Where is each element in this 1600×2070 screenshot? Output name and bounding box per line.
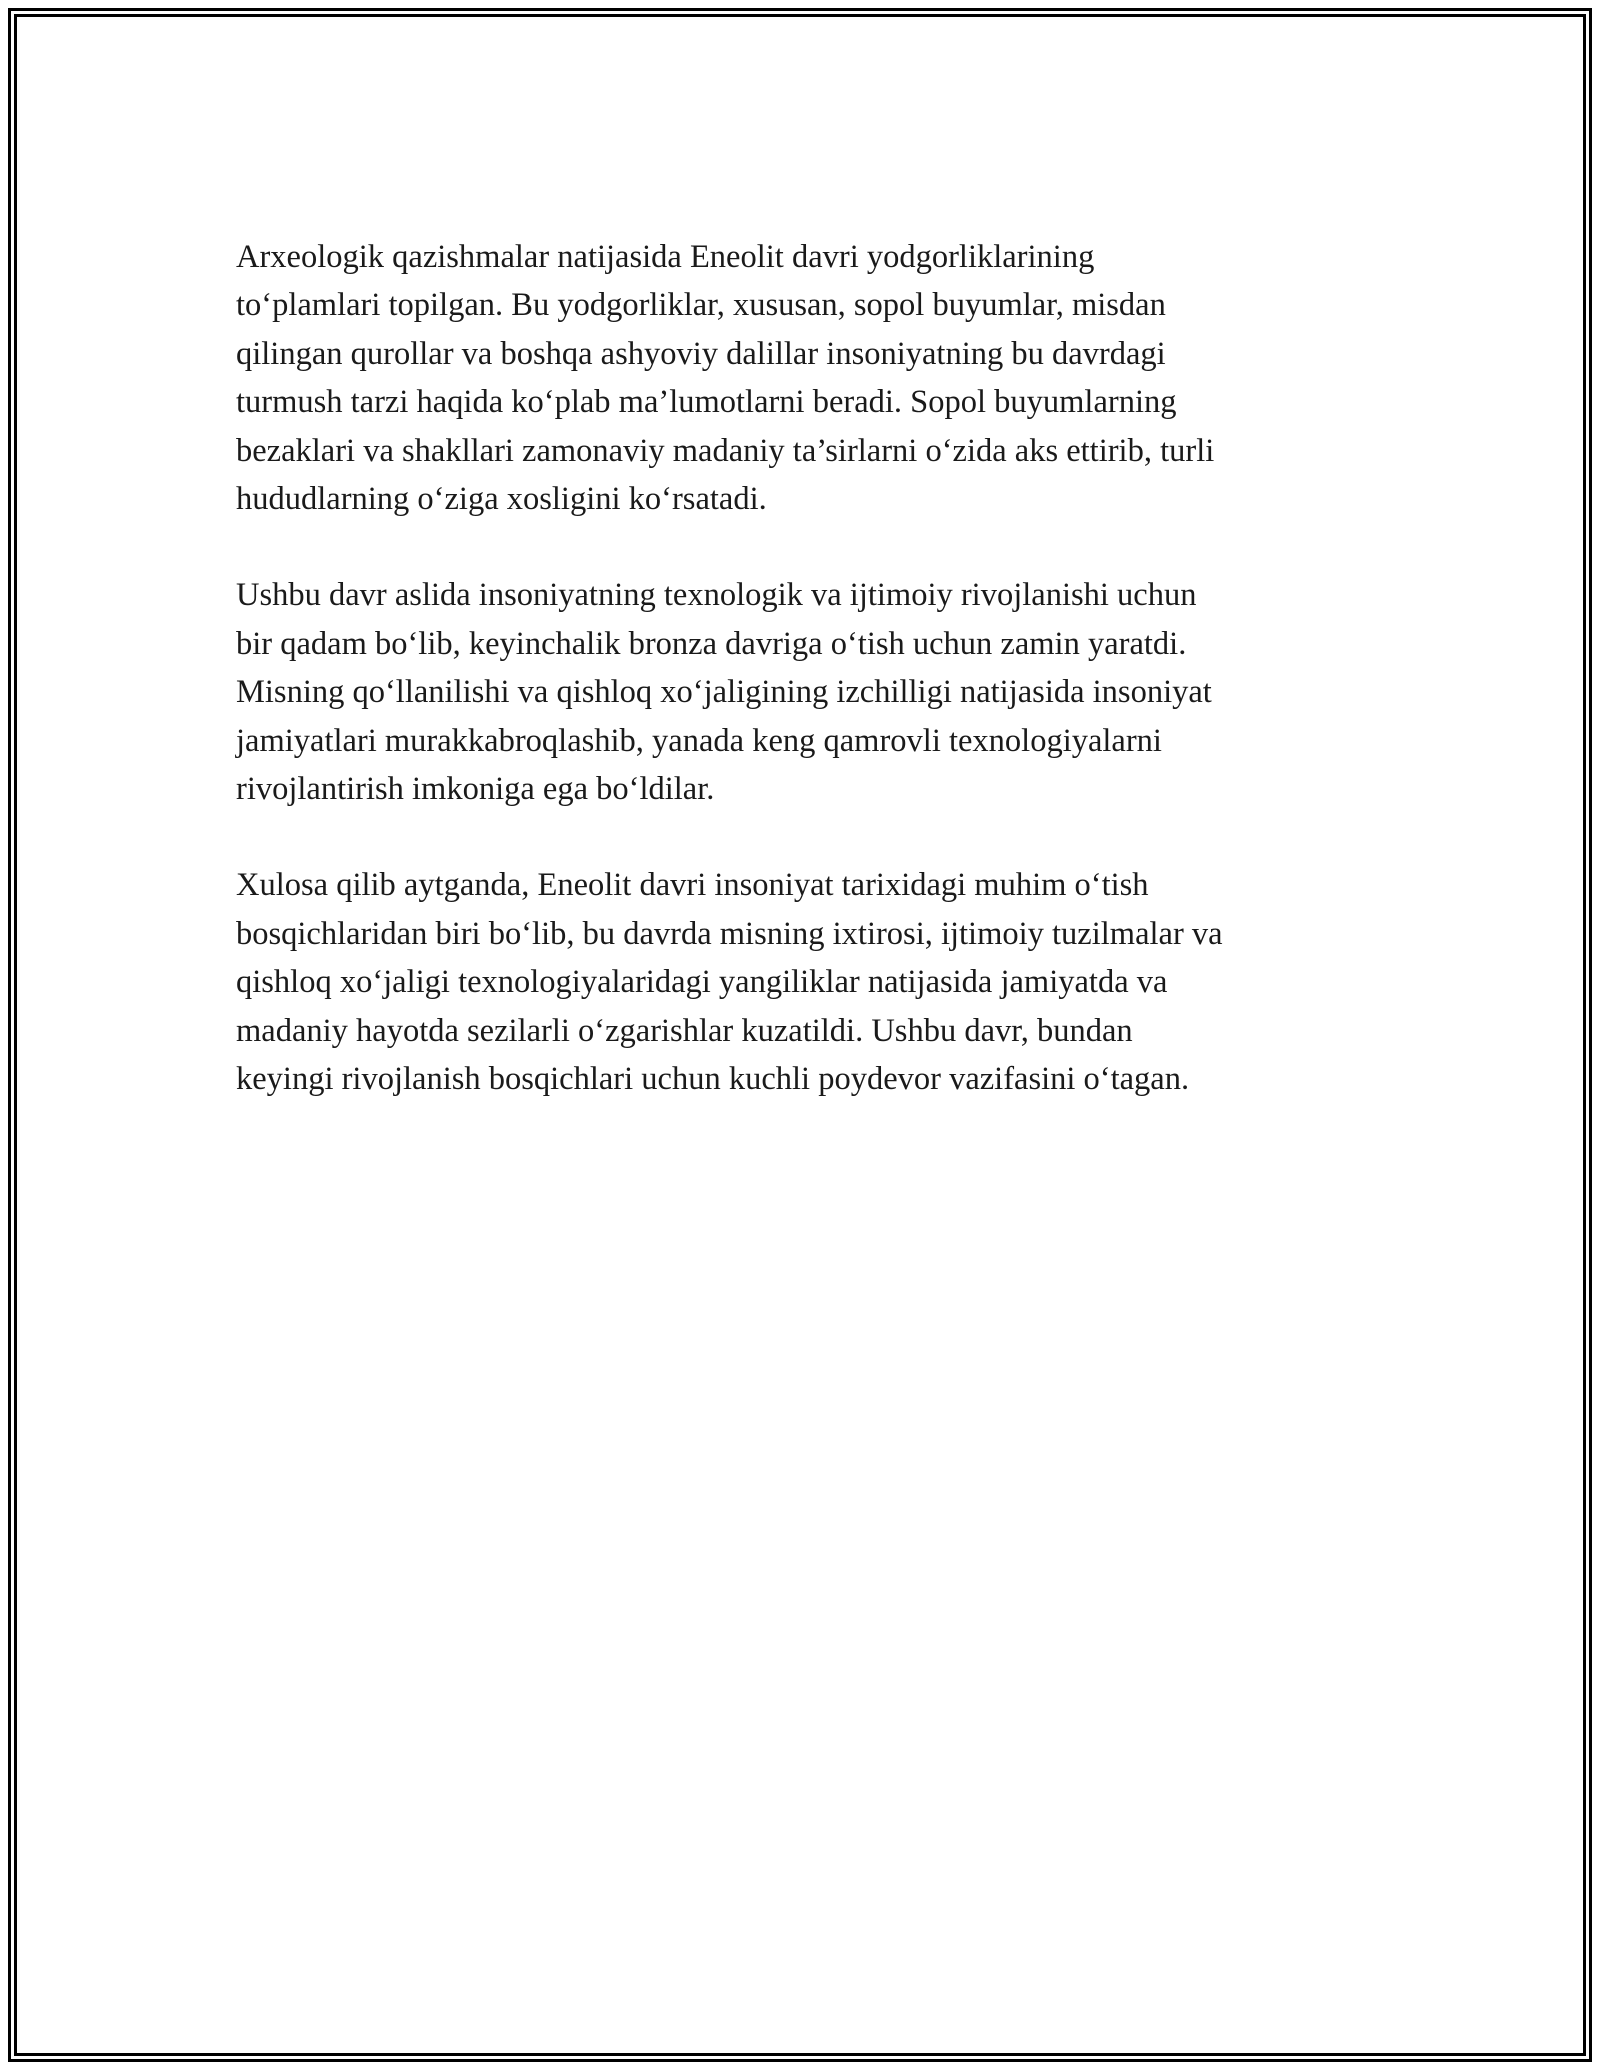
text-line: qilingan qurollar va boshqa ashyoviy dalillar insoniyatning bu davrdagi: [236, 335, 1166, 372]
document-body: [236, 233, 1366, 1152]
text-line: Xulosa qilib aytganda, Eneolit davri insoniyat tarixidagi muhim o‘tish: [236, 867, 1149, 904]
paragraph-2: [236, 571, 1366, 813]
paragraph-1: [236, 233, 1366, 523]
text-line: madaniy hayotda sezilarli o‘zgarishlar kuzatildi. Ushbu davr, bundan: [236, 1012, 1133, 1049]
text-line: Misning qo‘llanilishi va qishloq xo‘jaligining izchilligi natijasida insoniyat: [236, 674, 1212, 711]
text-line: qishloq xo‘jaligi texnologiyalaridagi yangiliklar natijasida jamiyatda va: [236, 964, 1168, 1001]
text-line: hududlarning o‘ziga xosligini ko‘rsatadi.: [236, 481, 767, 518]
paragraph-3: [236, 861, 1366, 1103]
text-line: Arxeologik qazishmalar natijasida Eneolit davri yodgorliklarining: [236, 239, 1095, 275]
text-line: to‘plamlari topilgan. Bu yodgorliklar, xususan, sopol buyumlar, misdan: [236, 287, 1166, 324]
text-line: keyingi rivojlanish bosqichlari uchun kuchli poydevor vazifasini o‘tagan.: [236, 1061, 1190, 1098]
text-line: Ushbu davr aslida insoniyatning texnologik va ijtimoiy rivojlanishi uchun: [236, 577, 1197, 614]
text-line: rivojlantirish imkoniga ega bo‘ldilar.: [236, 771, 715, 808]
text-line: turmush tarzi haqida ko‘plab ma’lumotlarni beradi. Sopol buyumlarning: [236, 384, 1177, 421]
text-line: jamiyatlari murakkabroqlashib, yanada keng qamrovli texnologiyalarni: [236, 722, 1162, 759]
text-line: bosqichlaridan biri bo‘lib, bu davrda misning ixtirosi, ijtimoiy tuzilmalar va: [236, 915, 1223, 952]
text-line: bezaklari va shakllari zamonaviy madaniy ta’sirlarni o‘zida aks ettirib, turli: [236, 432, 1215, 469]
text-line: bir qadam bo‘lib, keyinchalik bronza davriga o‘tish uchun zamin yaratdi.: [236, 625, 1187, 662]
